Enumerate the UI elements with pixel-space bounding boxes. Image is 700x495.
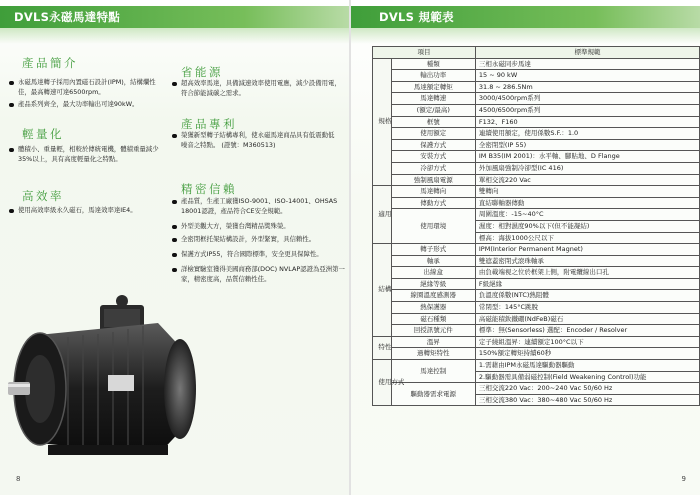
table-row: [373, 139, 700, 151]
section-title-patent: 產品專利: [181, 117, 237, 131]
row-value: 標準：無(Sensorless) 選配：Encoder / Resolver: [475, 325, 699, 337]
row-label: 磁石種類: [391, 313, 475, 325]
table-row: [373, 209, 700, 221]
section-title-light: 輕量化: [22, 127, 64, 141]
row-label: 回授訊號元件: [391, 325, 475, 337]
category-label: 使用方式: [378, 378, 405, 387]
table-row: [373, 104, 700, 116]
table-row: [373, 348, 700, 360]
row-label: 溫昇: [391, 336, 475, 348]
row-label: 絕緣等級: [391, 278, 475, 290]
category-usage: [373, 360, 405, 406]
row-value: 周圍溫度：-15~40°C: [475, 209, 699, 221]
header-glow: [351, 28, 700, 44]
row-label: 馬達轉向: [391, 186, 475, 198]
category-feature: [373, 336, 392, 359]
category-label: 結構: [378, 285, 392, 294]
table-row: [373, 197, 700, 209]
table-row: [373, 313, 700, 325]
category-structure: [373, 244, 392, 337]
category-label: 特性: [378, 343, 392, 352]
row-value: 定子繞組溫昇：連續額定100°C以下: [475, 336, 699, 348]
row-label: 馬達額定轉矩: [391, 81, 475, 93]
row-value: 4500/6500rpm系列: [475, 104, 699, 116]
row-value: IM B35(IM 2001)：水平軸、腳貼地、D Flange: [475, 151, 699, 163]
row-value: 2.驅動器需具備弱磁控制(Field Weakening Control)功能: [475, 371, 699, 383]
row-label: 驅動器需求電源: [391, 383, 475, 406]
head-item: 項目: [373, 47, 476, 59]
row-value: 雙遮蓋密閉式滾珠軸承: [475, 255, 699, 267]
row-label: 馬達轉速: [391, 93, 475, 105]
section-title-quality: 精密信賴: [181, 182, 237, 196]
energy-bullet-1: 超高效率馬達，具備減速效率使用電應，減少設備用電，符合節能減碳之需求。: [171, 79, 341, 98]
row-value: 3000/4500rpm系列: [475, 93, 699, 105]
quality-bullet-4: 保護方式IP55，符合國際標準，安全更具保障性。: [171, 250, 349, 260]
row-value: 外加風扇強制冷卻型(IC 416): [475, 162, 699, 174]
row-value: F級絕緣: [475, 278, 699, 290]
row-label: 安裝方式: [391, 151, 475, 163]
row-label: 轉子形式: [391, 244, 475, 256]
table-row: [373, 186, 700, 198]
row-label: 使用環境: [391, 209, 475, 244]
table-row: [373, 244, 700, 256]
left-header-bar: [0, 6, 349, 28]
left-page-number: 8: [16, 475, 21, 483]
table-row: [373, 360, 700, 372]
row-value: 濕度：相對濕度90%以下(但不能凝結): [475, 220, 699, 232]
row-label: 線圈溫度感測器: [391, 290, 475, 302]
left-page: [0, 0, 349, 495]
light-bullet-1: 體積小、重量輕，相較於傳統電機，體積重量減少35%以上，具有高度輕量化之特點。: [8, 145, 168, 164]
header-glow: [0, 28, 349, 44]
table-row: [373, 128, 700, 140]
row-value: F132、F160: [475, 116, 699, 128]
row-label: 冷卻方式: [391, 162, 475, 174]
section-title-intro: 產品簡介: [22, 56, 78, 70]
right-header-bar: [351, 6, 700, 28]
row-value: 1.需藉由IPM永磁馬達驅動器驅動: [475, 360, 699, 372]
right-header-title: DVLS 規範表: [379, 10, 454, 24]
right-page-number: 9: [681, 475, 686, 483]
row-value: 15 ~ 90 kW: [475, 70, 699, 82]
row-label: 熱保護器: [391, 302, 475, 314]
row-value: 常閉型：145°C跳脫: [475, 302, 699, 314]
row-value: 負溫度係數(NTC)熱阻體: [475, 290, 699, 302]
row-label: 輸出功率: [391, 70, 475, 82]
quality-bullet-5: 詳檢實驗室獲得美國商務部(DOC) NVLAP認證為亞洲第一家，精密度高，品質信賴性佳。: [171, 265, 349, 284]
table-row: [373, 162, 700, 174]
table-row: [373, 336, 700, 348]
spec-table: [372, 46, 700, 406]
table-row: [373, 383, 700, 395]
row-value: IPM(Interior Permanent Magnet): [475, 244, 699, 256]
table-row: [373, 255, 700, 267]
table-row: [373, 93, 700, 105]
head-spec: 標準規範: [475, 47, 699, 59]
category-label: 規格: [378, 117, 392, 126]
row-label: 出線盒: [391, 267, 475, 279]
category-apply: [373, 186, 392, 244]
row-label: 強制風扇電源: [391, 174, 475, 186]
row-label: 過轉矩特性: [391, 348, 475, 360]
table-row: [373, 70, 700, 82]
table-header-row: [373, 47, 700, 59]
section-title-efficiency: 高效率: [22, 189, 64, 203]
category-label: 適用: [378, 210, 392, 219]
row-label: 種類: [391, 58, 475, 70]
left-header-title: DVLS永磁馬達特點: [14, 10, 121, 24]
motor-image: [8, 265, 198, 470]
row-value: 由負載端視之位於框架上側，附電纜線出口孔: [475, 267, 699, 279]
table-row: [373, 290, 700, 302]
table-row: [373, 58, 700, 70]
row-label: 傳動方式: [391, 197, 475, 209]
row-value: 直結聯軸器傳動: [475, 197, 699, 209]
intro-bullet-2: 產品系列齊全，最大功率輸出可達90kW。: [8, 100, 173, 110]
intro-bullet-1: 永磁馬達轉子採用內置磁石設計(IPM)，結構爛性佳，最高轉速可達6500rpm。: [8, 78, 168, 97]
table-row: [373, 151, 700, 163]
table-row: [373, 278, 700, 290]
table-row: [373, 302, 700, 314]
row-value: 全密閉型(IP 55): [475, 139, 699, 151]
row-value: 三相交流380 Vac：380~480 Vac 50/60 Hz: [475, 394, 699, 406]
category-spec: [373, 58, 392, 186]
quality-bullet-2: 外型美觀大方，榮獲台灣精品獎殊榮。: [171, 222, 349, 232]
quality-bullet-1: 產品質，生產工廠獲ISO-9001、ISO-14001、OHSAS 18001認證，產品符合CE安全規範。: [171, 197, 349, 216]
row-value: 標高：海拔1000公尺以下: [475, 232, 699, 244]
row-value: 31.8 ~ 286.5Nm: [475, 81, 699, 93]
row-value: 三相永磁同步馬達: [475, 58, 699, 70]
row-label: 框號: [391, 116, 475, 128]
row-value: 三相交流220 Vac：200~240 Vac 50/60 Hz: [475, 383, 699, 395]
efficiency-bullet-1: 使用高效率級永久磁石，馬達效率達IE4。: [8, 206, 173, 216]
row-label: 軸承: [391, 255, 475, 267]
row-label: 保護方式: [391, 139, 475, 151]
row-value: 連續使用額定，使用係數S.F.：1.0: [475, 128, 699, 140]
right-page: [351, 0, 700, 495]
row-label: (額定/最高): [391, 104, 475, 116]
row-label: 使用額定: [391, 128, 475, 140]
table-row: [373, 116, 700, 128]
table-row: [373, 81, 700, 93]
section-title-energy: 省能源: [181, 65, 223, 79]
row-value: 150%額定轉矩持續60秒: [475, 348, 699, 360]
table-row: [373, 267, 700, 279]
quality-bullet-3: 全密閉框托架結構設計，外型緊實，具信賴性。: [171, 235, 349, 245]
row-value: 雙轉向: [475, 186, 699, 198]
table-row: [373, 174, 700, 186]
patent-bullet-1: 榮獲新型轉子結構專利，使永磁馬達商品具有低震動低噪音之特點。 (證號：M360513): [171, 131, 336, 150]
row-label: 馬達控制: [391, 360, 475, 383]
row-value: 高磁能積釹鐵硼(NdFeB)磁石: [475, 313, 699, 325]
row-value: 單相交流220 Vac: [475, 174, 699, 186]
table-row: [373, 325, 700, 337]
